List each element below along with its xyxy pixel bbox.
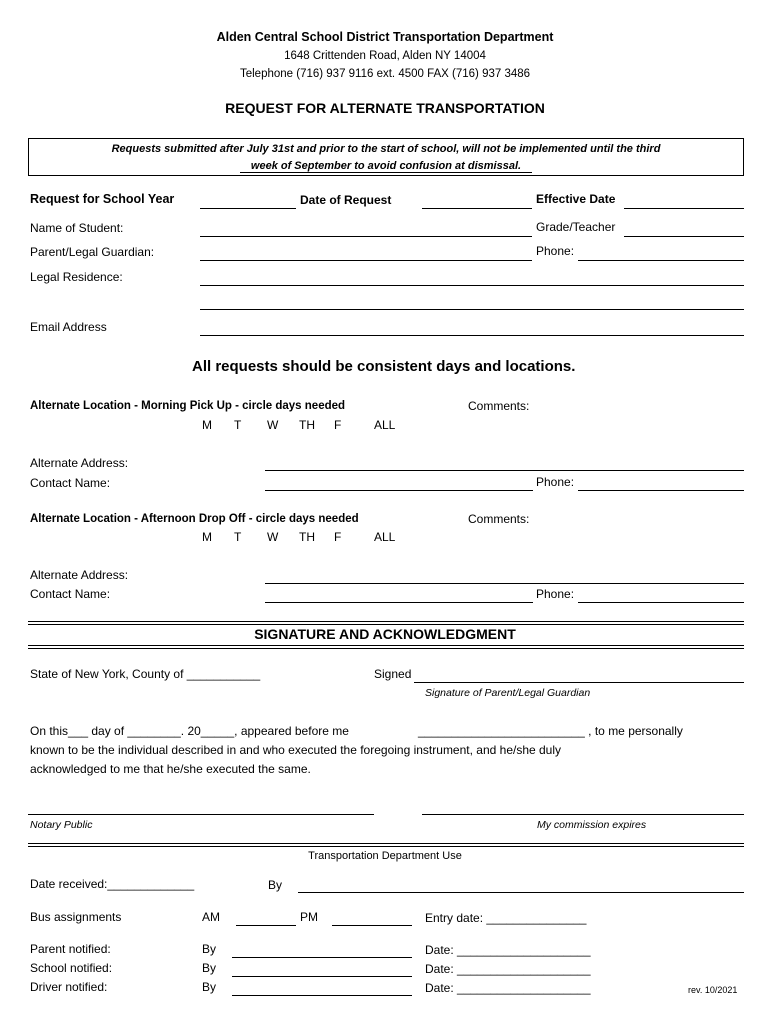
signature-divider-bottom: [28, 645, 744, 649]
morning-contact-label: Contact Name:: [30, 476, 111, 490]
guardian-field[interactable]: [200, 260, 532, 261]
received-by-label: By: [268, 878, 283, 892]
parent-notified-label: Parent notified:: [30, 942, 111, 956]
date-of-request-label: Date of Request: [300, 193, 392, 207]
student-name-field[interactable]: [200, 236, 532, 237]
commission-field[interactable]: [422, 814, 744, 815]
parent-date-label: Date: ____________________: [425, 943, 591, 957]
parent-by-label: By: [202, 942, 217, 956]
residence-field-1[interactable]: [200, 285, 744, 286]
commission-label: My commission expires: [537, 819, 647, 831]
date-of-request-field[interactable]: [422, 208, 532, 209]
school-notified-label: School notified:: [30, 961, 113, 975]
morning-day-th[interactable]: TH: [299, 418, 315, 432]
afternoon-address-label: Alternate Address:: [30, 568, 129, 582]
parent-by-field[interactable]: [232, 957, 412, 958]
afternoon-phone-label: Phone:: [536, 587, 575, 601]
received-by-field[interactable]: [298, 892, 744, 893]
grade-teacher-field[interactable]: [624, 236, 744, 237]
oath-line-1a: On this___ day of ________. 20_____, appeared before me: [30, 724, 349, 738]
org-address: 1648 Crittenden Road, Alden NY 14004: [284, 50, 486, 62]
date-received-label: Date received:_____________: [30, 877, 195, 891]
school-date-label: Date: ____________________: [425, 962, 591, 976]
consistency-note: All requests should be consistent days and locations.: [192, 358, 576, 375]
entry-date-label: Entry date: _______________: [425, 911, 587, 925]
guardian-phone-field[interactable]: [578, 260, 744, 261]
school-by-field[interactable]: [232, 976, 412, 977]
morning-comments-label: Comments:: [468, 399, 530, 413]
afternoon-address-field[interactable]: [265, 583, 744, 584]
afternoon-day-m[interactable]: M: [202, 530, 212, 544]
oath-line-1b: _________________________ , to me personally: [418, 724, 683, 738]
residence-field-2[interactable]: [200, 309, 744, 310]
guardian-label: Parent/Legal Guardian:: [30, 245, 155, 259]
effective-date-label: Effective Date: [536, 192, 616, 206]
signature-caption: Signature of Parent/Legal Guardian: [425, 687, 591, 699]
driver-notified-label: Driver notified:: [30, 980, 108, 994]
am-field[interactable]: [236, 925, 296, 926]
signature-field[interactable]: [414, 682, 744, 683]
office-divider: [28, 843, 744, 847]
morning-heading: Alternate Location - Morning Pick Up - circle days needed: [30, 400, 346, 412]
afternoon-contact-field[interactable]: [265, 602, 533, 603]
signature-divider-top: [28, 621, 744, 625]
morning-day-all[interactable]: ALL: [374, 418, 396, 432]
afternoon-day-th[interactable]: TH: [299, 530, 315, 544]
oath-line-3: acknowledged to me that he/she executed the same.: [30, 762, 311, 776]
afternoon-day-w[interactable]: W: [267, 530, 279, 544]
email-field[interactable]: [200, 335, 744, 336]
guardian-phone-label: Phone:: [536, 244, 575, 258]
notice-line-1: Requests submitted after July 31st and prior to the start of school, will not be implemented until the third: [111, 143, 661, 155]
morning-day-w[interactable]: W: [267, 418, 279, 432]
org-phone: Telephone (716) 937 9116 ext. 4500 FAX (716) 937 3486: [239, 68, 531, 80]
student-name-label: Name of Student:: [30, 221, 124, 235]
afternoon-phone-field[interactable]: [578, 602, 744, 603]
office-heading: Transportation Department Use: [308, 850, 462, 862]
residence-label: Legal Residence:: [30, 270, 123, 284]
afternoon-day-f[interactable]: F: [334, 530, 342, 544]
school-by-label: By: [202, 961, 217, 975]
org-name: Alden Central School District Transportation Department: [216, 30, 554, 44]
signed-label: Signed: [374, 667, 412, 681]
afternoon-heading: Alternate Location - Afternoon Drop Off - circle days needed: [30, 513, 359, 525]
driver-date-label: Date: ____________________: [425, 981, 591, 995]
oath-line-2: known to be the individual described in and who executed the foregoing instrument, and he/she duly: [30, 743, 562, 757]
morning-address-label: Alternate Address:: [30, 456, 129, 470]
bus-assignments-label: Bus assignments: [30, 910, 122, 924]
morning-contact-field[interactable]: [265, 490, 533, 491]
driver-by-label: By: [202, 980, 217, 994]
notary-label: Notary Public: [30, 819, 93, 831]
notary-signature-field[interactable]: [28, 814, 374, 815]
morning-address-field[interactable]: [265, 470, 744, 471]
effective-date-field[interactable]: [624, 208, 744, 209]
afternoon-day-t[interactable]: T: [234, 530, 242, 544]
pm-label: PM: [300, 910, 318, 924]
school-year-field[interactable]: [200, 208, 296, 209]
email-label: Email Address: [30, 320, 107, 334]
notice-line-2: week of September to avoid confusion at dismissal.: [250, 160, 522, 172]
driver-by-field[interactable]: [232, 995, 412, 996]
revision-label: rev. 10/2021: [688, 985, 738, 995]
afternoon-comments-label: Comments:: [468, 512, 530, 526]
am-label: AM: [202, 910, 220, 924]
morning-day-t[interactable]: T: [234, 418, 242, 432]
afternoon-day-all[interactable]: ALL: [374, 530, 396, 544]
afternoon-contact-label: Contact Name:: [30, 587, 111, 601]
county-label: State of New York, County of ___________: [30, 667, 261, 681]
school-year-label: Request for School Year: [30, 192, 175, 206]
grade-teacher-label: Grade/Teacher: [536, 220, 616, 234]
morning-day-f[interactable]: F: [334, 418, 342, 432]
signature-heading: SIGNATURE AND ACKNOWLEDGMENT: [254, 626, 516, 642]
pm-field[interactable]: [332, 925, 412, 926]
notice-underline: [240, 172, 532, 173]
morning-phone-label: Phone:: [536, 475, 575, 489]
form-title: REQUEST FOR ALTERNATE TRANSPORTATION: [225, 100, 545, 116]
morning-day-m[interactable]: M: [202, 418, 212, 432]
morning-phone-field[interactable]: [578, 490, 744, 491]
